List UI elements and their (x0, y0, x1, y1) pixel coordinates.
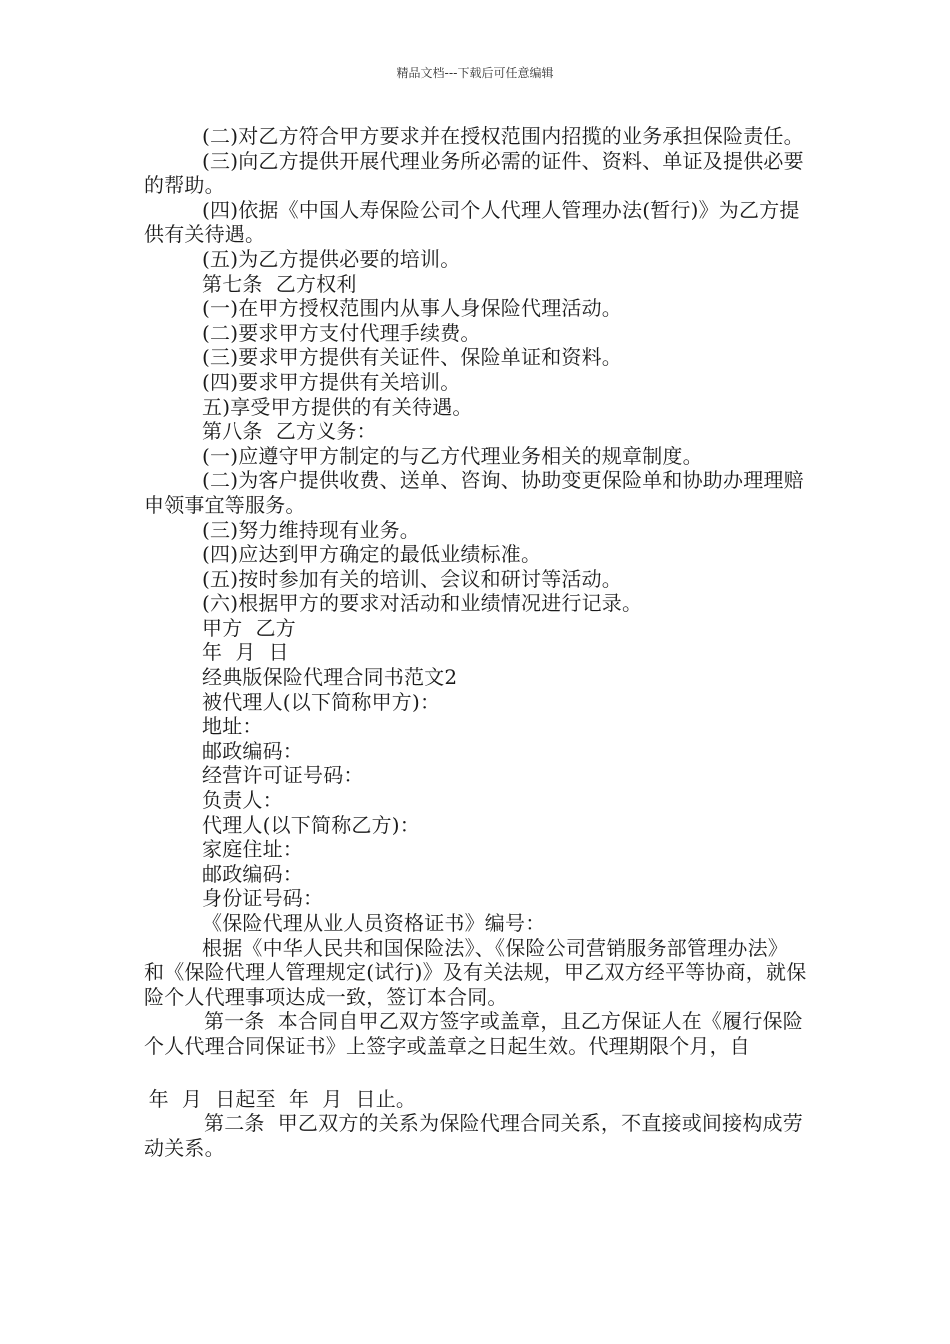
article-heading: 第七条 乙方权利 (202, 271, 357, 296)
paragraph: (五)按时参加有关的培训、会议和研讨等活动。 (202, 566, 623, 591)
form-field-label: 身份证号码： (202, 886, 324, 911)
paragraph: (二)为客户提供收费、送单、咨询、协助变更保险单和协助办理理赔申领事宜等服务。 (144, 468, 804, 517)
form-field-label: 家庭住址： (202, 837, 303, 862)
form-field-label: 《保险代理从业人员资格证书》编号： (202, 911, 546, 935)
form-field-label: 邮政编码： (202, 861, 303, 886)
paragraph: 年 月 日起至 年 月 日止。 (142, 1086, 417, 1111)
paragraph: (四)要求甲方提供有关培训。 (202, 369, 461, 394)
page-header: 精品文档---下载后可任意编辑 (396, 66, 554, 80)
document-body (144, 124, 808, 1160)
paragraph: (五)为乙方提供必要的培训。 (202, 246, 461, 271)
paragraph: (三)向乙方提供开展代理业务所必需的证件、资料、单证及提供必要的帮助。 (144, 148, 804, 198)
signature-date: 年 月 日 (202, 640, 289, 665)
paragraph: (四)依据《中国人寿保险公司个人代理人管理办法(暂行)》为乙方提供有关待遇。 (144, 197, 800, 247)
signature-parties: 甲方 乙方 (202, 615, 296, 640)
paragraph: 第一条 本合同自甲乙双方签字或盖章，且乙方保证人在《履行保险个人代理合同保证书》上签字或盖章之日起生效。代理期限个月，自 (144, 1009, 803, 1058)
paragraph: (三)要求甲方提供有关证件、保险单证和资料。 (202, 345, 623, 370)
form-field-label: 邮政编码： (202, 738, 303, 763)
paragraph: (六)根据甲方的要求对活动和业绩情况进行记录。 (202, 591, 643, 616)
paragraph: (四)应达到甲方确定的最低业绩标准。 (202, 542, 542, 567)
form-field-label: 被代理人(以下简称甲方)： (202, 689, 441, 714)
section-title: 经典版保险代理合同书范文2 (202, 665, 458, 690)
paragraph: 第二条 甲乙双方的关系为保险代理合同关系，不直接或间接构成劳动关系。 (144, 1111, 803, 1160)
paragraph: 五)享受甲方提供的有关待遇。 (202, 394, 473, 419)
paragraph: (三)努力维持现有业务。 (202, 517, 421, 542)
paragraph: (二)要求甲方支付代理手续费。 (202, 320, 481, 345)
form-field-label: 代理人(以下简称乙方)： (202, 812, 421, 837)
paragraph: 根据《中华人民共和国保险法》、《保险公司营销服务部管理办法》和《保险代理人管理规定(试行)》及有关法规，甲乙双方经平等协商，就保险个人代理事项达成一致，签订本合同。 (144, 935, 807, 1009)
blank-line (144, 1059, 808, 1087)
form-field-label: 负责人： (202, 788, 283, 813)
form-field-label: 经营许可证号码： (202, 763, 364, 788)
paragraph: (一)在甲方授权范围内从事人身保险代理活动。 (202, 296, 623, 321)
form-field-label: 地址： (202, 714, 263, 739)
article-heading: 第八条 乙方义务： (202, 419, 377, 444)
paragraph: (一)应遵守甲方制定的与乙方代理业务相关的规章制度。 (202, 443, 703, 468)
paragraph: (二)对乙方符合甲方要求并在授权范围内招揽的业务承担保险责任。 (202, 124, 804, 148)
